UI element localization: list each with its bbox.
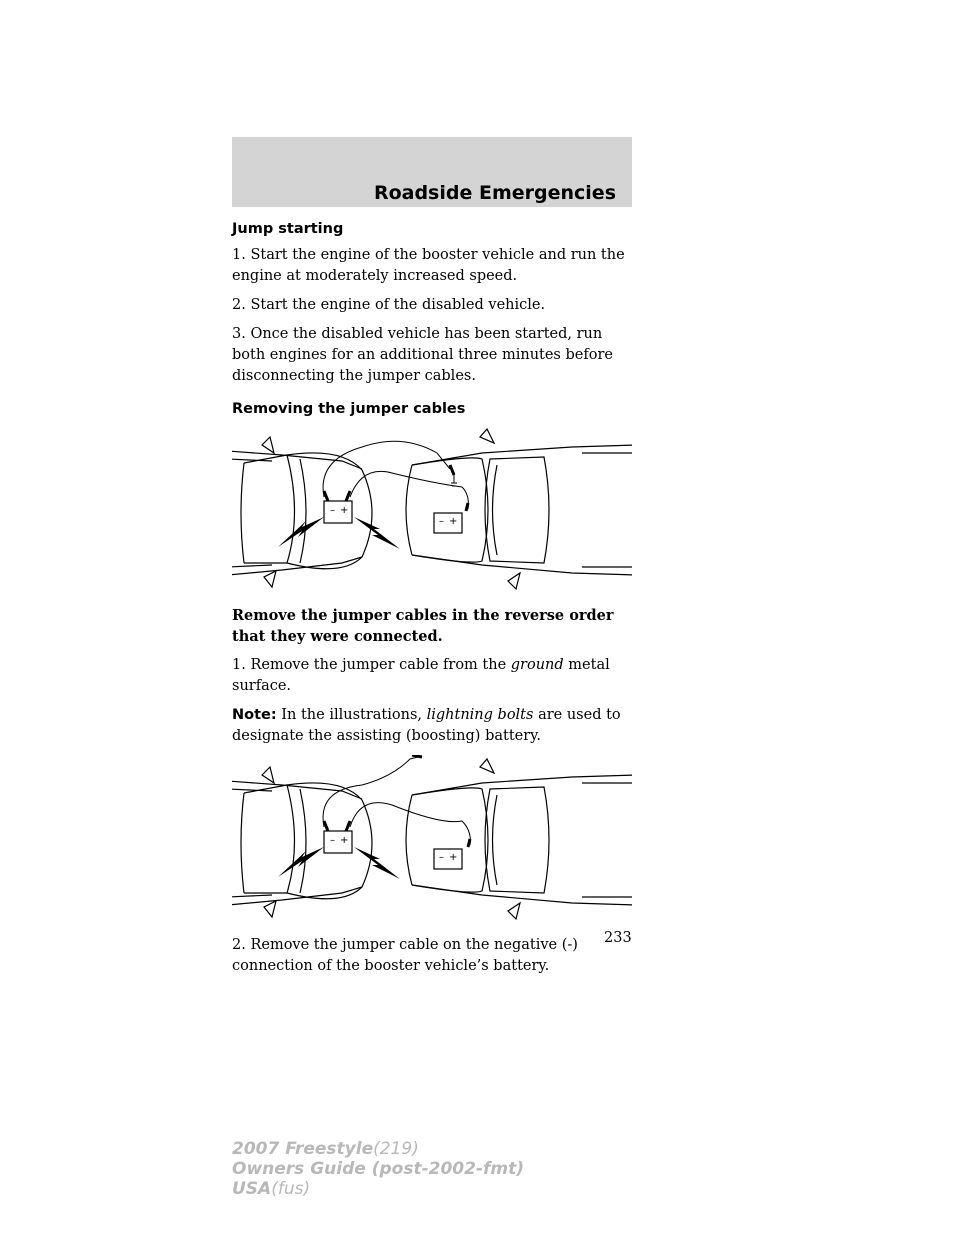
right-car-outline (406, 759, 632, 919)
battery-1-plus: + (340, 505, 349, 516)
section-title: Roadside Emergencies (373, 182, 616, 204)
battery-1-minus: – (330, 505, 335, 516)
reverse-order-instruction: Remove the jumper cables in the reverse order that they were connected. (232, 607, 614, 645)
lightning-bolt-icon (354, 847, 400, 879)
battery-2-plus: + (449, 852, 458, 863)
lightning-bolt-icon (278, 517, 324, 547)
battery-1-plus: + (340, 835, 349, 846)
battery-1-minus: – (330, 835, 335, 846)
remove-step-1: 1. Remove the jumper cable from the ground metal surface. (232, 657, 610, 694)
note: Note: In the illustrations, lightning bolts are used to designate the assisting (boosting) battery. (232, 707, 621, 744)
header-band (232, 137, 632, 207)
lightning-bolt-icon (278, 847, 324, 877)
footer-doc-info: 2007 Freestyle(219) Owners Guide (post-2002-fmt) USA(fus) (232, 1139, 525, 1199)
battery-2-plus: + (449, 516, 458, 527)
jump-step-3: 3. Once the disabled vehicle has been started, run both engines for an additional three minutes before disconnecting the jumper cables. (232, 326, 613, 384)
illustration-cables-connected (232, 425, 632, 595)
jump-step-2: 2. Start the engine of the disabled vehicle. (232, 297, 546, 313)
page-number: 233 (604, 930, 632, 946)
right-car-outline (406, 429, 632, 589)
illustration-ground-removed (232, 755, 632, 925)
battery-2-minus: – (439, 852, 444, 863)
battery-2-minus: – (439, 516, 444, 527)
remove-step-2: 2. Remove the jumper cable on the negative (-) connection of the booster vehicle’s battery. (232, 937, 578, 974)
page-content (232, 221, 632, 985)
heading-removing-cables: Removing the jumper cables (232, 401, 466, 417)
jump-step-1: 1. Start the engine of the booster vehicle and run the engine at moderately increased speed. (232, 247, 625, 284)
lightning-bolt-icon (354, 517, 400, 549)
heading-jump-starting: Jump starting (232, 221, 344, 237)
